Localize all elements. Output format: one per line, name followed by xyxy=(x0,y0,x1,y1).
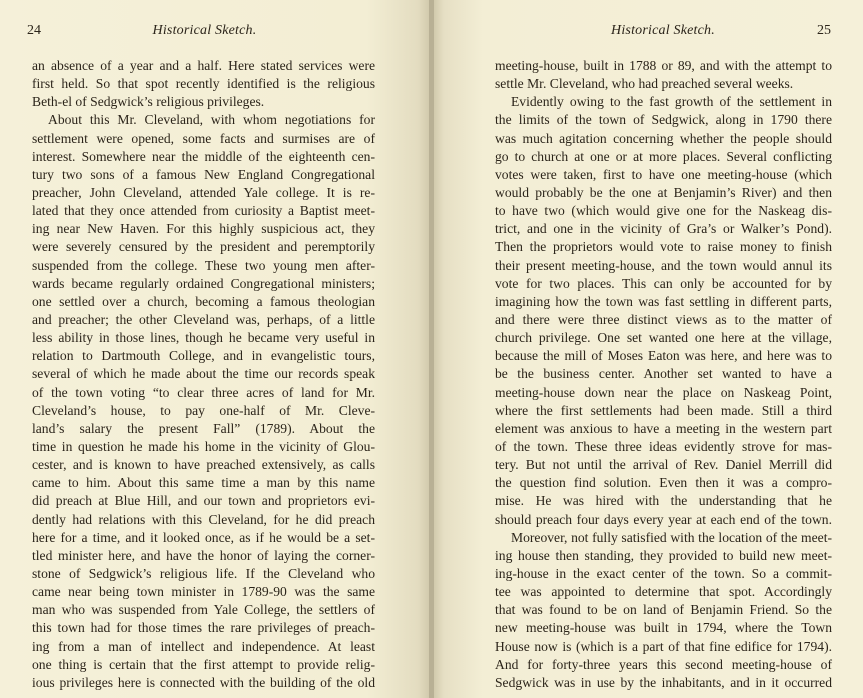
text-line: ing house then standing, they provided to build new meet- xyxy=(495,547,832,563)
text-line: Then the proprietors would vote to raise money to finish xyxy=(495,239,832,255)
text-line: Moreover, not fully satisfied with the location of the meet- xyxy=(511,529,832,545)
text-line: ing-house in the exact center of the town. So a commit- xyxy=(495,565,832,581)
text-line: tee was appointed to determine that spot. Accordingly xyxy=(495,584,832,600)
text-line: the limits of the town of Sedgwick, along in 1790 there xyxy=(495,112,832,128)
text-line: their present meeting-house, and the town would annul its xyxy=(495,257,832,273)
text-line: meeting-house down near the place on Naskeag Point, xyxy=(495,384,832,400)
text-line: ing from a man of intellect and independence. At least xyxy=(32,638,375,654)
text-line: trict, and one in the vicinity of Gra’s or Walker’s Pond). xyxy=(495,221,832,237)
text-line: Sedgwick was in use by the inhabitants, and in it occurred xyxy=(495,674,832,690)
text-line: would probably be the one at Benjamin’s River) and then xyxy=(495,184,832,200)
text-line: tled minister here, and have the honor of laying the corner- xyxy=(32,547,375,563)
text-line: were severely censured by the president and peremptorily xyxy=(32,239,375,255)
right-page-header xyxy=(495,20,831,42)
left-page xyxy=(0,0,431,698)
text-line: land’s salary the present Fall” (1789). About the xyxy=(32,420,375,436)
text-line: element was anxious to have a meeting in the western part xyxy=(495,420,832,436)
right-running-title: Historical Sketch. xyxy=(611,23,715,38)
text-line: of the town voting “to clear three acres of land for Mr. xyxy=(32,384,375,400)
text-line: settle Mr. Cleveland, who had preached several weeks. xyxy=(495,76,794,92)
text-line: tery. But not until the arrival of Rev. Daniel Merrill did xyxy=(495,457,832,473)
text-line: cester, and is known to have preached extensively, as calls xyxy=(32,457,375,473)
left-page-header xyxy=(27,20,382,42)
left-page-text xyxy=(32,57,375,692)
text-line: ing near New Haven. For this highly suspicious act, they xyxy=(32,221,375,237)
text-line: here for a time, and it looked once, as if he would be a set- xyxy=(32,529,375,545)
text-line: several of which he made about the time our records speak xyxy=(32,366,375,382)
text-line: this town had for those times the rare privileges of preach- xyxy=(32,620,375,636)
text-line: tury two sons of a famous New England Congregational xyxy=(32,166,375,182)
text-line: vote for two places. This can only be accounted for by xyxy=(495,275,832,291)
text-line: dently had relations with this Cleveland, for he did preach xyxy=(32,511,375,527)
text-line: church privilege. One set wanted one here at the village, xyxy=(495,330,832,346)
text-line: wards became regularly ordained Congregational ministers; xyxy=(32,275,375,291)
text-line: that was found to be on land of Benjamin Friend. So the xyxy=(495,602,832,618)
text-line: interest. Somewhere near the middle of the eighteenth cen- xyxy=(32,148,375,164)
text-line: About this Mr. Cleveland, with whom negotiations for xyxy=(48,112,375,128)
text-line: suspended from the college. These two young men after- xyxy=(32,257,375,273)
text-line: votes were taken, first to have one meeting-house (which xyxy=(495,166,832,182)
text-line: meeting-house, built in 1788 or 89, and with the attempt to xyxy=(495,58,832,73)
text-line: the question find solution. Even then it was a compro- xyxy=(495,475,832,491)
text-line: an absence of a year and a half. Here stated services were xyxy=(32,58,375,73)
text-line: And for forty-three years this second meeting-house of xyxy=(495,656,832,672)
text-line: should preach four days every year at each end of the town. xyxy=(495,511,832,527)
text-line: go to church at one or at more places. Several conflicting xyxy=(495,148,832,164)
text-line: because the mill of Moses Eaton was here, and here was to xyxy=(495,348,832,364)
text-line: came near being town minister in 1789-90 was the same xyxy=(32,584,375,600)
left-running-title: Historical Sketch. xyxy=(152,23,257,38)
text-line: mise. He was hired with the understanding that he xyxy=(495,493,832,509)
text-line: relation to Dartmouth College, and in evangelistic tours, xyxy=(32,348,375,364)
text-line: lated that they once attended from curiosity a Baptist meet- xyxy=(32,203,375,219)
text-line: did preach at Blue Hill, and our town and proprietors evi- xyxy=(32,493,375,509)
text-line: Evidently owing to the fast growth of the settlement in xyxy=(511,94,832,110)
text-line: one thing is certain that the first attempt to provide relig- xyxy=(32,656,375,672)
left-page-number: 24 xyxy=(27,23,41,38)
text-line: where the first settlements had been made. Still a third xyxy=(495,402,832,418)
text-line: new meeting-house was built in 1794, where the Town xyxy=(495,620,832,636)
text-line: and there were three distinct views as to the matter of xyxy=(495,311,832,327)
text-line: man who was suspended from Yale College, the settlers of xyxy=(32,602,375,618)
text-line: ious privileges here is connected with the building of the old xyxy=(32,674,375,690)
right-page-number: 25 xyxy=(817,23,831,38)
text-line: be the business center. Another set wanted to have a xyxy=(495,366,832,382)
text-line: and preacher; the other Cleveland was, perhaps, of a little xyxy=(32,311,375,327)
right-page-text xyxy=(495,57,832,692)
text-line: less ability in those lines, though he became very useful in xyxy=(32,330,375,346)
text-line: Cleveland’s house, to pay one-half of Mr. Cleve- xyxy=(32,402,375,418)
text-line: of the town. These three ideas evidently strove for mas- xyxy=(495,438,832,454)
text-line: preacher, John Cleveland, attended Yale college. It is re- xyxy=(32,184,375,200)
book-gutter xyxy=(429,0,434,698)
text-line: House now is (which is a part of that fine edifice for 1794). xyxy=(495,638,832,654)
text-line: to have two (which would give one for the Naskeag dis- xyxy=(495,203,832,219)
text-line: stone of Sedgwick’s religious life. If the Cleveland who xyxy=(32,565,375,581)
text-line: time in question he made his home in the vicinity of Glou- xyxy=(32,438,375,454)
text-line: settlement were opened, some facts and surmises are of xyxy=(32,130,375,146)
text-line: one settled over a church, becoming a famous theologian xyxy=(32,293,375,309)
text-line: was much agitation concerning whether the people should xyxy=(495,130,832,146)
text-line: came to him. About this same time a man by this name xyxy=(32,475,375,491)
text-line: imagining how the town was fast settling in different parts, xyxy=(495,293,832,309)
text-line: Beth-el of Sedgwick’s religious privileges. xyxy=(32,94,265,110)
right-page xyxy=(431,0,863,698)
text-line: first held. So that spot recently identified is the religious xyxy=(32,76,375,92)
